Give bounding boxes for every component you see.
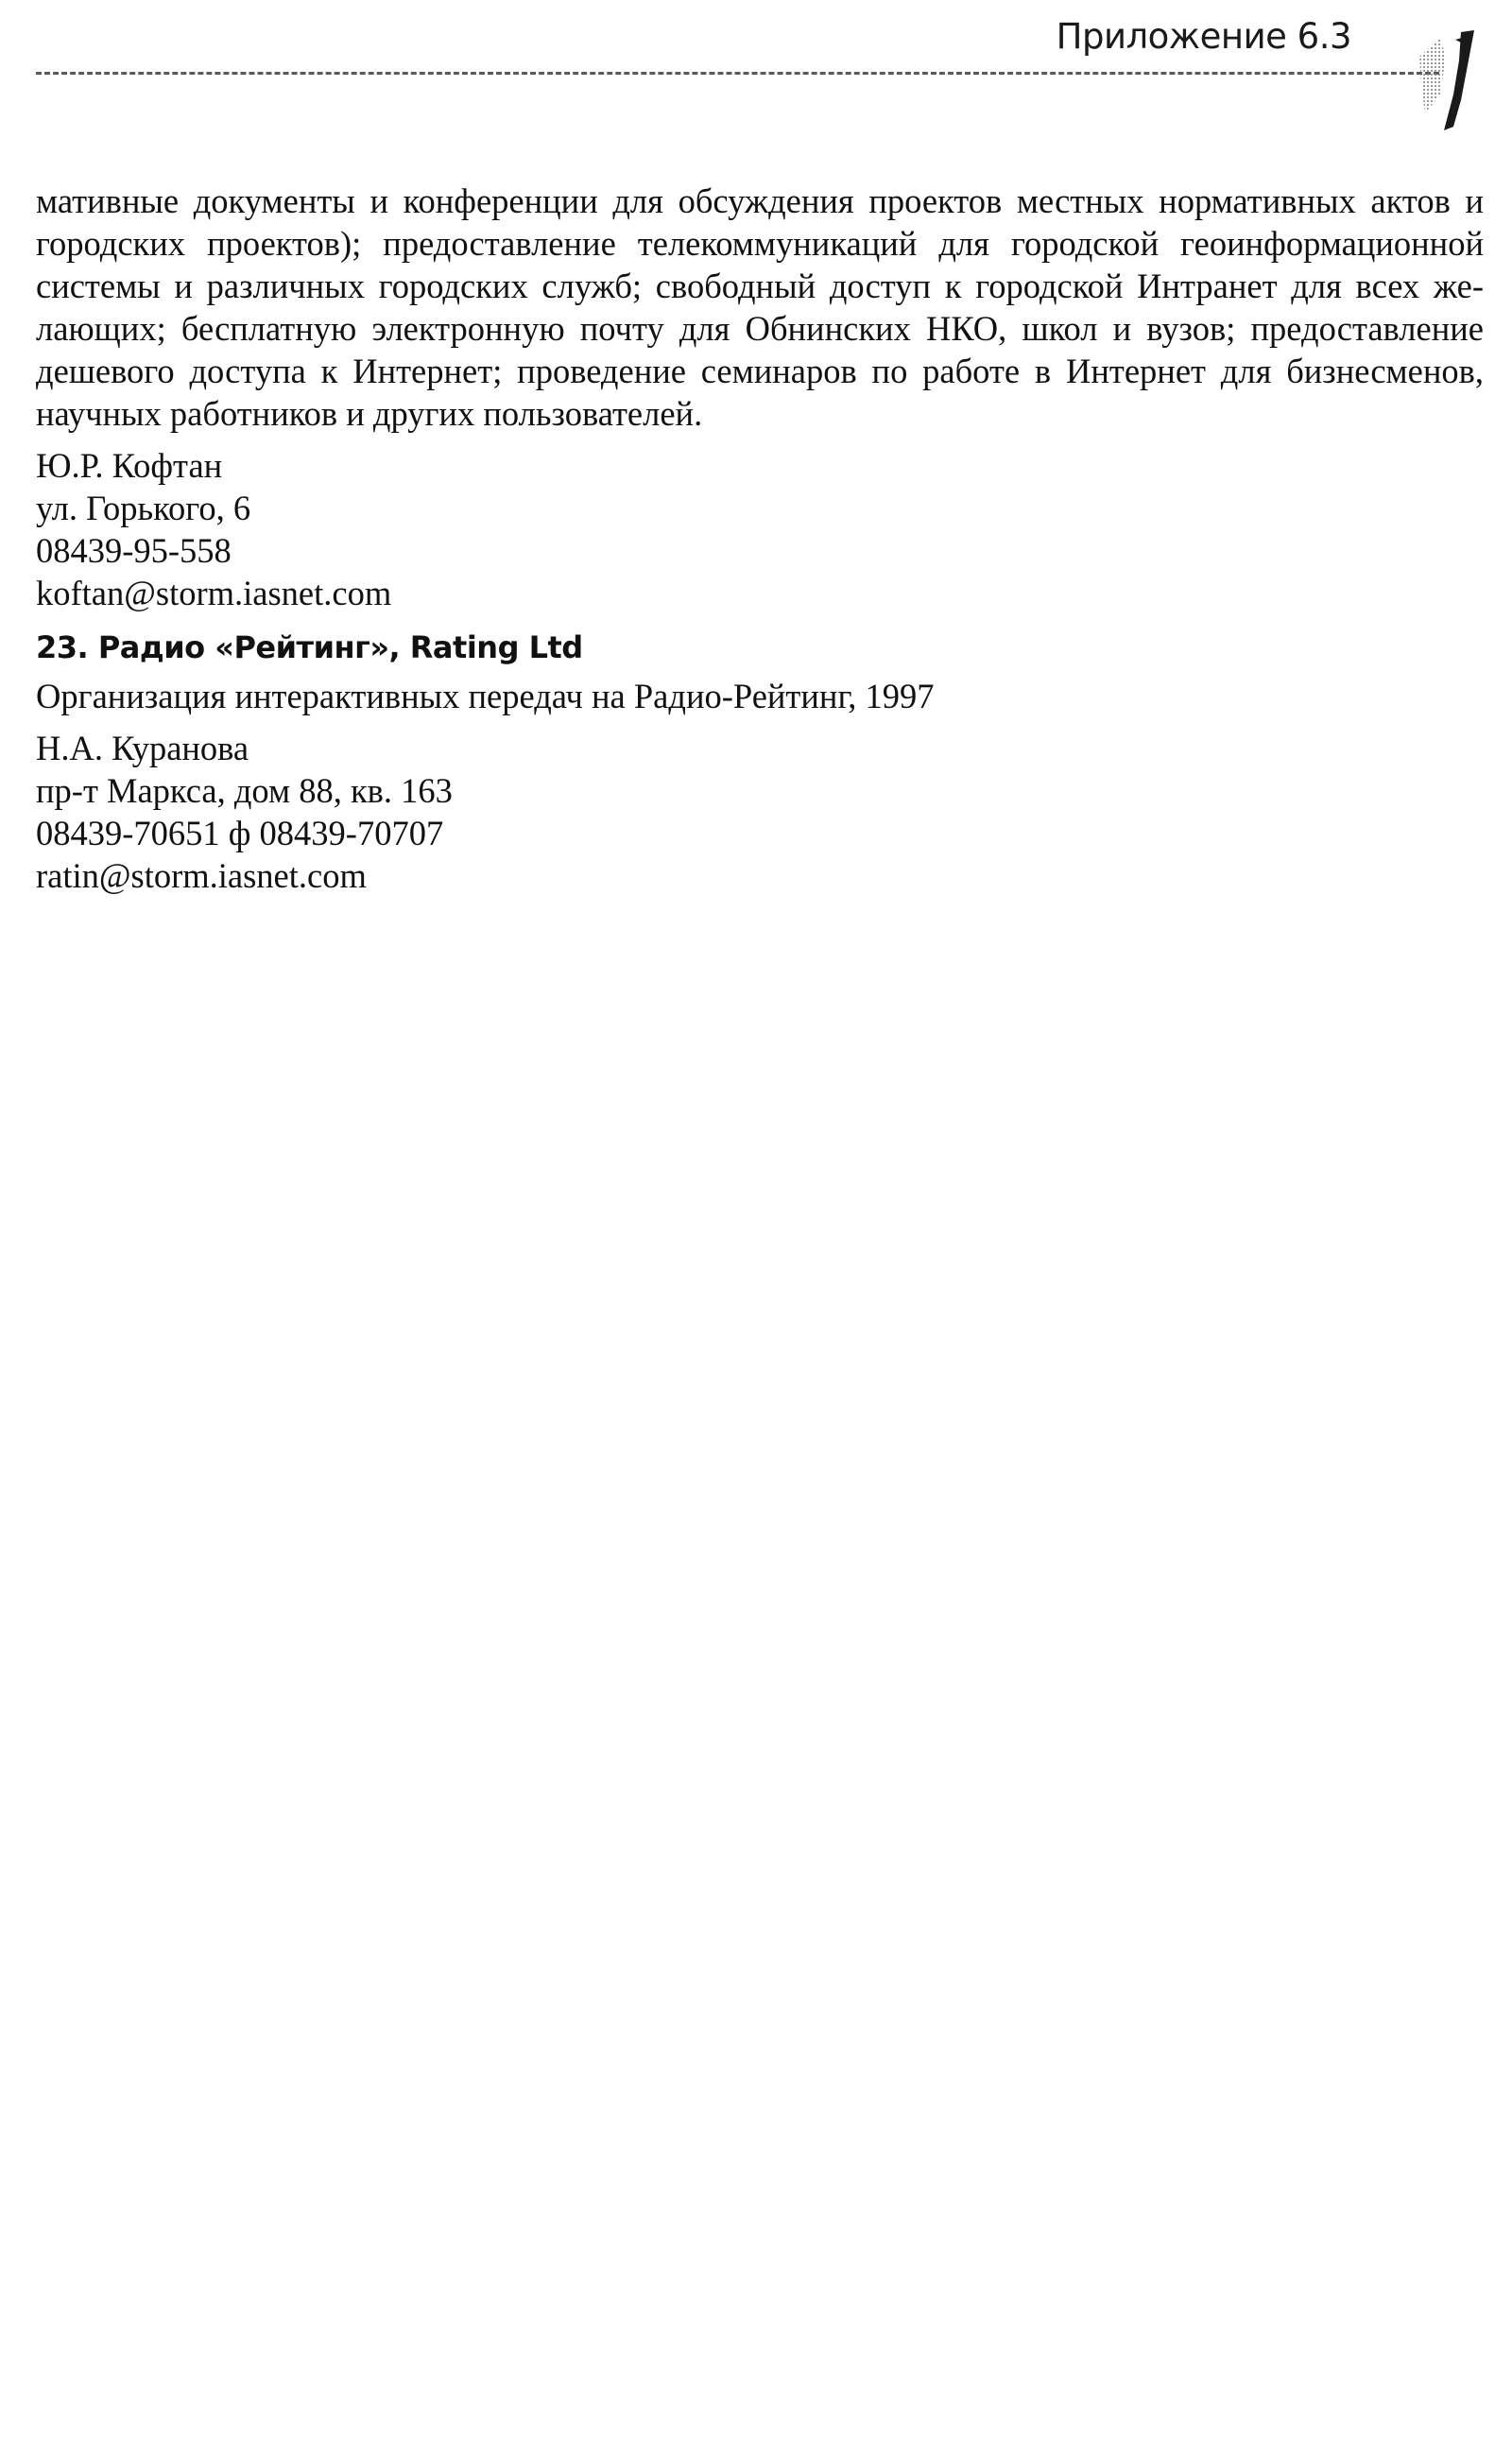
contact-email: ratin@storm.iasnet.com [36, 856, 367, 895]
contact-name: Н.А. Куранова [36, 729, 249, 767]
contact-phone: 08439-95-558 [36, 531, 232, 570]
contact-address: пр-т Маркса, дом 88, кв. 163 [36, 771, 453, 810]
header-rule [36, 72, 1439, 75]
contact-email: koftan@storm.iasnet.com [36, 574, 392, 612]
contact-block-kuranova [36, 727, 1484, 897]
contact-name: Ю.Р. Кофтан [36, 446, 223, 485]
contact-address: ул. Горького, 6 [36, 489, 251, 527]
running-header [0, 0, 1512, 132]
page-content [36, 180, 1484, 897]
contact-block-koftan [36, 444, 1484, 614]
contact-phone: 08439-70651 ф 08439-70707 [36, 814, 444, 852]
chapter-tab-mark-icon [1412, 28, 1487, 132]
continuation-paragraph: мативные документы и конференции для обсуждения проектов местных нормативных актов и городских проектов); предоставление телекоммуникаций для городской геоинформационной системы и различных городских служб; свободный доступ к городской Интранет для всех желающих; бесплатную электронную почту для Обнинских НКО, школ и вузов; предоставлениe дешевого доступа к Интернет; проведение семинаров по работе в Интернет для бизнесменов, научных работников и других пользователей. [36, 181, 1484, 433]
entry-description: Организация интерактивных передач на Радио-Рейтинг, 1997 [36, 677, 935, 715]
entry-heading: 23. Радио «Рейтинг», Rating Ltd [36, 629, 583, 665]
page-header-title: Приложение 6.3 [1056, 16, 1351, 57]
